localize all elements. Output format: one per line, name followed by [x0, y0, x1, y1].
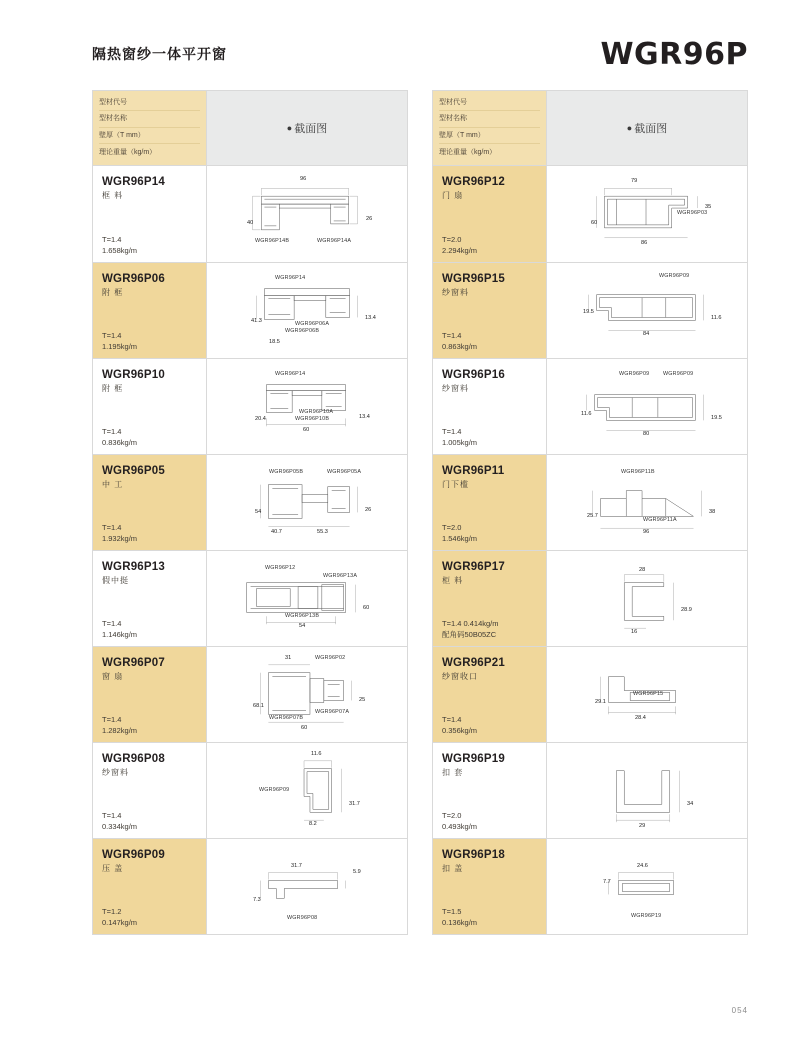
profile-code: WGR96P16 [442, 369, 505, 381]
part-label: WGR96P06B [285, 328, 320, 334]
table-row [93, 166, 407, 262]
part-label: WGR96P15 [633, 691, 664, 697]
part-label: WGR96P14 [275, 371, 306, 377]
section-drawing [207, 166, 407, 262]
profile-code: WGR96P15 [442, 273, 505, 285]
drawing-canvas [207, 551, 407, 646]
section-drawing [207, 839, 407, 934]
part-label: WGR96P11A [643, 517, 677, 523]
dimension: 54 [299, 623, 306, 629]
profile-thickness: T=1.4 [442, 714, 462, 724]
dimension: 80 [643, 431, 650, 437]
dimension: 40 [247, 220, 254, 226]
legend-label-code: 型材代号 [439, 95, 540, 111]
profile-weight: 1.932kg/m [102, 533, 138, 543]
profile-code: WGR96P19 [442, 753, 505, 765]
row-info [433, 647, 547, 742]
part-label: WGR96P09 [259, 787, 290, 793]
profile-thickness: T=1.5 [442, 906, 462, 916]
row-info [93, 263, 207, 358]
dimension: 96 [300, 176, 307, 182]
table-row [93, 550, 407, 646]
profile-code: WGR96P11 [442, 465, 505, 477]
legend-left-col [92, 90, 408, 166]
dimension: 8.2 [309, 821, 317, 827]
table-row [93, 646, 407, 742]
section-drawing [207, 647, 407, 742]
profile-code: WGR96P12 [442, 176, 505, 188]
section-drawing [547, 263, 747, 358]
part-label: WGR96P13B [285, 613, 320, 619]
profile-code: WGR96P06 [102, 273, 165, 285]
profile-thickness: T=1.4 [102, 330, 122, 340]
dimension: 31 [285, 655, 292, 661]
dimension: 25.7 [587, 513, 598, 519]
profile-code: WGR96P09 [102, 849, 165, 861]
profile-thickness: T=1.4 [442, 426, 462, 436]
part-label: WGR96P07B [269, 715, 304, 721]
legend-right-col [432, 90, 748, 166]
dimension: 25 [359, 697, 366, 703]
dimension: 31.7 [291, 863, 302, 869]
part-label: WGR96P05B [269, 469, 304, 475]
row-info [433, 166, 547, 262]
legend-label-weight: 理论重量（kg/m） [439, 149, 497, 157]
section-drawing [547, 743, 747, 838]
table-row [433, 550, 747, 646]
profile-weight: 0.863kg/m [442, 341, 478, 351]
section-drawing [207, 359, 407, 454]
dimension: 79 [631, 178, 638, 184]
table-row [93, 358, 407, 454]
table-row [433, 262, 747, 358]
table-row [93, 838, 407, 934]
profile-weight: 1.195kg/m [102, 341, 138, 351]
table-row [433, 838, 747, 934]
part-label: WGR96P19 [631, 913, 662, 919]
profile-thickness: T=1.4 [102, 618, 122, 628]
profile-code: WGR96P18 [442, 849, 505, 861]
row-info [433, 839, 547, 934]
section-drawing [547, 551, 747, 646]
profile-columns [92, 90, 748, 935]
part-label: WGR96P12 [265, 565, 296, 571]
dimension: 28 [639, 567, 646, 573]
dimension: 60 [303, 427, 310, 433]
section-drawing [547, 455, 747, 550]
profile-thickness: T=1.4 [442, 330, 462, 340]
table-row [433, 358, 747, 454]
row-info [93, 647, 207, 742]
profile-thickness: T=1.4 [102, 522, 122, 532]
legend-section-label: 截面图 [294, 123, 328, 135]
table-row [433, 742, 747, 838]
section-drawing [207, 551, 407, 646]
profile-name: 纱窗料 [102, 768, 129, 777]
row-info [93, 743, 207, 838]
row-info [433, 551, 547, 646]
row-info [93, 551, 207, 646]
bullet-icon: ● [626, 123, 633, 133]
dimension: 28.4 [635, 715, 646, 721]
legend-section-header [207, 91, 407, 165]
profile-code: WGR96P13 [102, 561, 165, 573]
profile-name: 压 盖 [102, 864, 124, 873]
dimension: 34 [687, 801, 694, 807]
legend-label-weight: 理论重量（kg/m） [99, 149, 157, 157]
part-label: WGR96P09 [619, 371, 650, 377]
dimension: 7.3 [253, 897, 261, 903]
profile-code: WGR96P08 [102, 753, 165, 765]
table-row [433, 454, 747, 550]
dimension: 60 [363, 605, 370, 611]
part-label: WGR96P05A [327, 469, 362, 475]
profile-thickness: T=1.4 [102, 234, 122, 244]
section-drawing [547, 839, 747, 934]
legend-label-thickness: 壁厚（T mm） [99, 128, 200, 144]
profile-thickness: T=1.4 [102, 426, 122, 436]
profile-code: WGR96P07 [102, 657, 165, 669]
page-title: 隔热窗纱一体平开窗 [92, 46, 227, 62]
drawing-canvas [207, 455, 407, 550]
profile-weight: 0.493kg/m [442, 821, 478, 831]
row-info [433, 359, 547, 454]
profile-weight: 配角码50B05ZC [442, 629, 497, 639]
profile-name: 扣 套 [442, 768, 464, 777]
legend-label-thickness: 壁厚（T mm） [439, 128, 540, 144]
part-label: WGR96P14A [317, 238, 352, 244]
drawing-canvas [547, 166, 747, 262]
table-row [93, 262, 407, 358]
dimension: 7.7 [603, 879, 611, 885]
row-info [433, 263, 547, 358]
legend-labels [433, 91, 547, 165]
section-drawing [547, 647, 747, 742]
dimension: 13.4 [359, 414, 370, 420]
profile-thickness: T=1.4 [102, 810, 122, 820]
dimension: 16 [631, 629, 638, 635]
profile-weight: 1.282kg/m [102, 725, 138, 735]
profile-weight: 0.334kg/m [102, 821, 138, 831]
profile-name: 窗 扇 [102, 672, 124, 681]
profile-weight: 1.146kg/m [102, 629, 138, 639]
right-column [432, 90, 748, 935]
table-row [93, 454, 407, 550]
legend-label-name: 型材名称 [99, 112, 200, 128]
dimension: 13.4 [365, 315, 376, 321]
profile-thickness: T=2.0 [442, 234, 462, 244]
profile-weight: 1.658kg/m [102, 245, 138, 255]
part-label: WGR96P09 [659, 273, 690, 279]
part-label: WGR96P02 [315, 655, 346, 661]
profile-name: 扣 盖 [442, 864, 464, 873]
drawing-canvas [207, 743, 407, 838]
part-label: WGR96P09 [663, 371, 694, 377]
section-drawing [547, 166, 747, 262]
dimension: 35 [705, 204, 712, 210]
left-column [92, 90, 408, 935]
profile-name: 假中挺 [102, 576, 129, 585]
page-header [92, 34, 748, 74]
profile-name: 附 框 [102, 288, 124, 297]
profile-name: 纱窗料 [442, 384, 469, 393]
dimension: 26 [366, 216, 373, 222]
dimension: 41.3 [251, 318, 262, 324]
part-label: WGR96P03 [677, 210, 708, 216]
profile-weight: 1.005kg/m [442, 437, 478, 447]
part-label: WGR96P08 [287, 915, 318, 921]
profile-code: WGR96P05 [102, 465, 165, 477]
right-rows [432, 166, 748, 935]
dimension: 18.5 [269, 339, 280, 345]
dimension: 60 [591, 220, 598, 226]
table-row [93, 742, 407, 838]
page-number: 054 [731, 1006, 748, 1015]
profile-weight: 2.294kg/m [442, 245, 478, 255]
profile-weight: 0.147kg/m [102, 917, 138, 927]
part-label: WGR96P13A [323, 573, 358, 579]
profile-thickness: T=2.0 [442, 522, 462, 532]
profile-weight: 0.356kg/m [442, 725, 478, 735]
row-info [433, 743, 547, 838]
dimension: 68.1 [253, 703, 264, 709]
profile-name: 框 料 [102, 191, 124, 200]
part-label: WGR96P10B [295, 416, 330, 422]
dimension: 86 [641, 240, 648, 246]
table-row [433, 646, 747, 742]
profile-thickness: T=1.4 [102, 714, 122, 724]
part-label: WGR96P14B [255, 238, 290, 244]
dimension: 55.3 [317, 529, 328, 535]
profile-thickness: T=1.2 [102, 906, 122, 916]
section-drawing [207, 743, 407, 838]
legend-section-label: 截面图 [634, 123, 668, 135]
left-rows [92, 166, 408, 935]
section-drawing [547, 359, 747, 454]
profile-weight: 0.136kg/m [442, 917, 478, 927]
dimension: 24.6 [637, 863, 648, 869]
legend-section-header [547, 91, 747, 165]
dimension: 11.6 [581, 411, 592, 417]
dimension: 60 [301, 725, 308, 731]
drawing-canvas [547, 839, 747, 934]
profile-code: WGR96P14 [102, 176, 165, 188]
profile-code: WGR96P17 [442, 561, 505, 573]
bullet-icon: ● [286, 123, 293, 133]
profile-name: 柜 料 [442, 576, 464, 585]
dimension: 29.1 [595, 699, 606, 705]
part-label: WGR96P10A [299, 409, 334, 415]
drawing-canvas [207, 359, 407, 454]
dimension: 40.7 [271, 529, 282, 535]
drawing-canvas [207, 263, 407, 358]
drawing-canvas [547, 743, 747, 838]
dimension: 28.9 [681, 607, 692, 613]
part-label: WGR96P07A [315, 709, 350, 715]
dimension: 26 [365, 507, 372, 513]
dimension: 96 [643, 529, 650, 535]
profile-weight: 0.836kg/m [102, 437, 138, 447]
part-label: WGR96P06A [295, 321, 330, 327]
profile-name: 门下槛 [442, 480, 469, 489]
legend-label-name: 型材名称 [439, 112, 540, 128]
dimension: 5.9 [353, 869, 361, 875]
dimension: 19.5 [583, 309, 594, 315]
profile-thickness: T=2.0 [442, 810, 462, 820]
dimension: 29 [639, 823, 646, 829]
dimension: 31.7 [349, 801, 360, 807]
dimension: 20.4 [255, 416, 266, 422]
dimension: 11.6 [711, 315, 722, 321]
profile-code: WGR96P21 [442, 657, 505, 669]
profile-name: 纱窗料 [442, 288, 469, 297]
section-drawing [207, 263, 407, 358]
row-info [93, 839, 207, 934]
legend-label-code: 型材代号 [99, 95, 200, 111]
dimension: 19.5 [711, 415, 722, 421]
profile-weight: 1.546kg/m [442, 533, 478, 543]
row-info [93, 166, 207, 262]
profile-name: 中 工 [102, 480, 124, 489]
part-label: WGR96P14 [275, 275, 306, 281]
part-label: WGR96P11B [621, 469, 655, 475]
drawing-canvas [547, 551, 747, 646]
row-info [433, 455, 547, 550]
dimension: 38 [709, 509, 716, 515]
section-drawing [207, 455, 407, 550]
drawing-canvas [547, 263, 747, 358]
dimension: 11.6 [311, 751, 322, 757]
dimension: 84 [643, 331, 650, 337]
series-code: WGR96P [600, 36, 748, 72]
drawing-canvas [207, 166, 407, 262]
legend-labels [93, 91, 207, 165]
row-info [93, 359, 207, 454]
profile-thickness: T=1.4 0.414kg/m [442, 618, 499, 628]
profile-name: 门 扇 [442, 191, 464, 200]
profile-code: WGR96P10 [102, 369, 165, 381]
profile-name: 附 框 [102, 384, 124, 393]
profile-name: 纱窗收口 [442, 672, 478, 681]
dimension: 54 [255, 509, 262, 515]
row-info [93, 455, 207, 550]
table-row [433, 166, 747, 262]
